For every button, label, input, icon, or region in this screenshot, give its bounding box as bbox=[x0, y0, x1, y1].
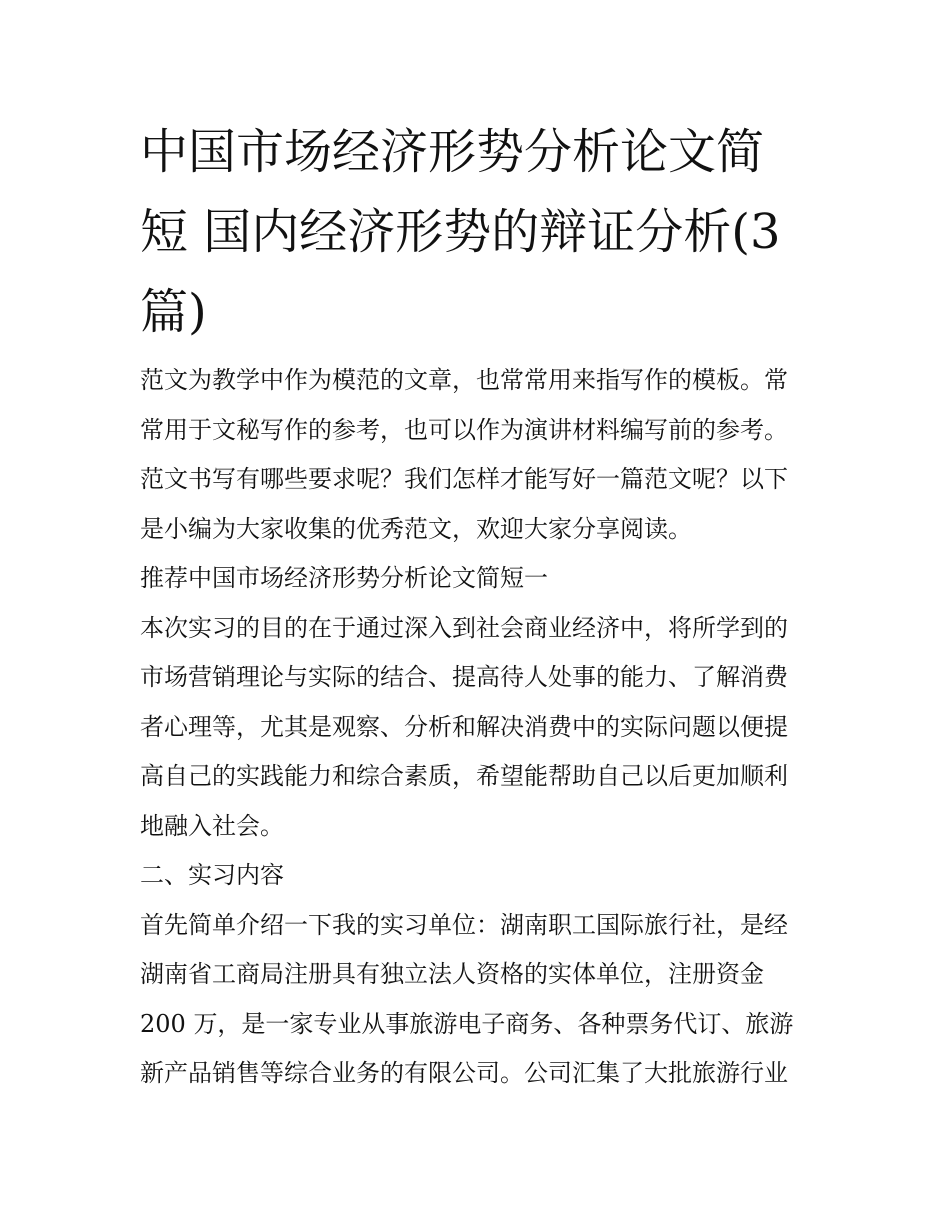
title-line: 短 国内经济形势的辩证分析(3 bbox=[140, 204, 781, 260]
intro-line: 范文书写有哪些要求呢？我们怎样才能写好一篇范文呢？以下 bbox=[140, 465, 788, 493]
title-line: 中国市场经济形势分析论文简 bbox=[140, 124, 765, 180]
title-line: 篇) bbox=[140, 284, 207, 340]
content-paragraph bbox=[140, 901, 820, 1099]
subheading: 二、实习内容 bbox=[140, 861, 284, 889]
content-line: 新产品销售等综合业务的有限公司。公司汇集了大批旅游行业 bbox=[140, 1059, 788, 1087]
content-line: 首先简单介绍一下我的实习单位：湖南职工国际旅行社，是经 bbox=[140, 910, 788, 939]
section-heading: 推荐中国市场经济形势分析论文简短一 bbox=[140, 564, 548, 592]
purpose-paragraph bbox=[140, 604, 820, 852]
intro-paragraph bbox=[140, 356, 820, 554]
intro-line: 是小编为大家收集的优秀范文，欢迎大家分享阅读。 bbox=[140, 514, 692, 543]
purpose-line: 本次实习的目的在于通过深入到社会商业经济中，将所学到的 bbox=[140, 613, 788, 642]
intro-line: 常用于文秘写作的参考，也可以作为演讲材料编写前的参考。 bbox=[140, 415, 788, 444]
purpose-line: 市场营销理论与实际的结合、提高待人处事的能力、了解消费 bbox=[140, 663, 788, 691]
document-body bbox=[140, 356, 820, 1099]
content-line: 湖南省工商局注册具有独立法人资格的实体单位，注册资金 bbox=[140, 960, 764, 988]
document-title bbox=[140, 112, 820, 352]
content-line: 200 万，是一家专业从事旅游电子商务、各种票务代订、旅游 bbox=[140, 1009, 794, 1038]
purpose-line: 地融入社会。 bbox=[140, 811, 284, 840]
purpose-line: 者心理等，尤其是观察、分析和解决消费中的实际问题以便提 bbox=[140, 712, 788, 741]
intro-line: 范文为教学中作为模范的文章，也常常用来指写作的模板。常 bbox=[140, 366, 788, 394]
purpose-line: 高自己的实践能力和综合素质，希望能帮助自己以后更加顺利 bbox=[140, 762, 788, 790]
